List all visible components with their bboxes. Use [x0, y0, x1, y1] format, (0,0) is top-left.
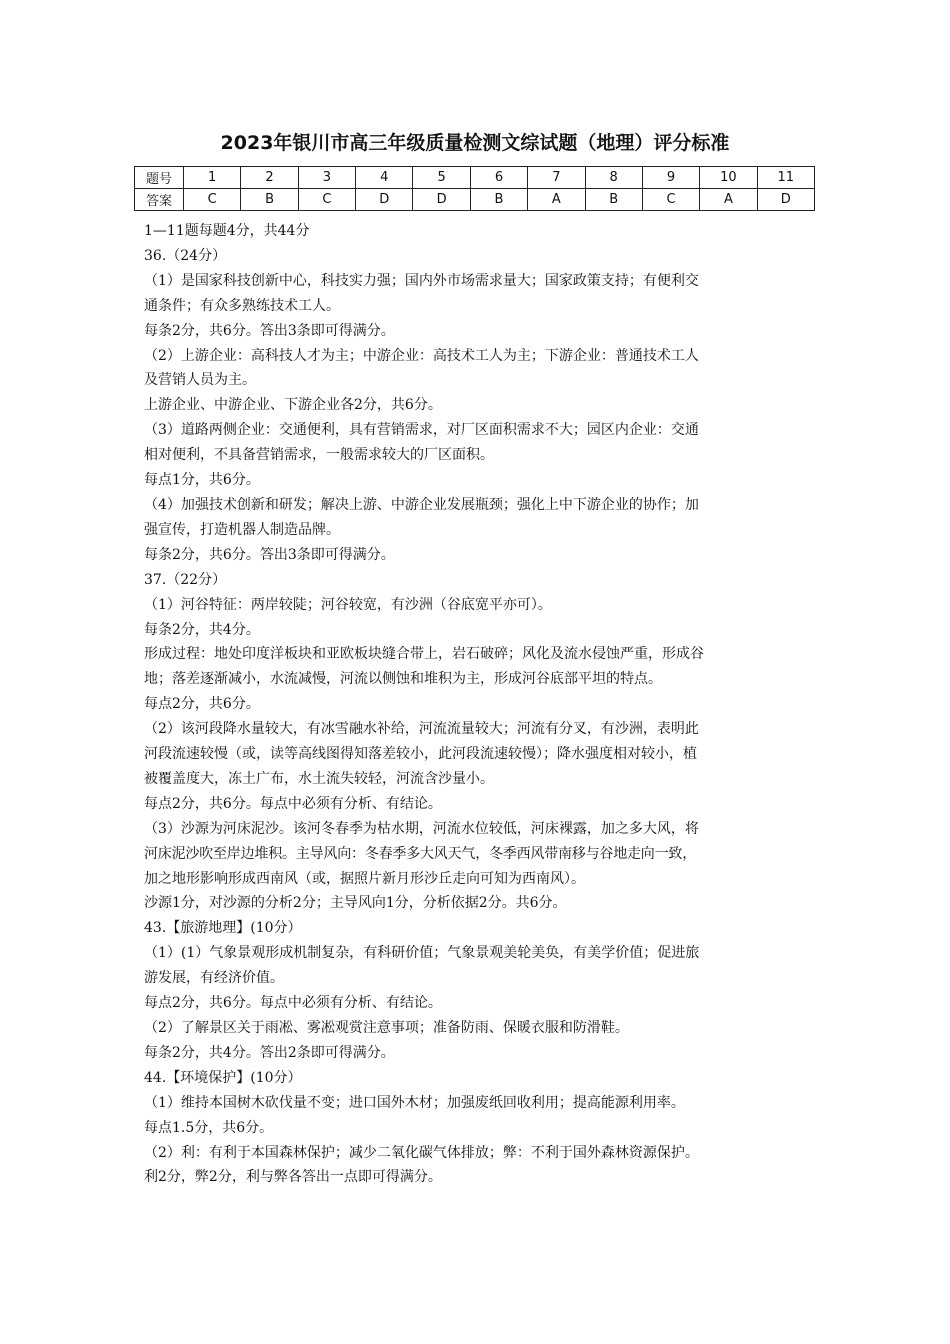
- text-line: 强宣传，打造机器人制造品牌。: [144, 521, 340, 538]
- answer-cell: A: [700, 189, 757, 211]
- text-line: 每点2分，共6分。每点中必须有分析、有结论。: [144, 795, 442, 812]
- text-line: 每点2分，共6分。每点中必须有分析、有结论。: [144, 995, 442, 1012]
- question-number-cell: 3: [298, 167, 355, 189]
- text-line: 上游企业、中游企业、下游企业各2分，共6分。: [144, 397, 442, 414]
- answer-cell: D: [757, 189, 814, 211]
- text-line: 每点1分，共6分。: [144, 472, 260, 489]
- text-line: 通条件；有众多熟练技术工人。: [144, 297, 340, 314]
- answer-cell: D: [413, 189, 470, 211]
- row-label-answer: 答案: [135, 189, 184, 211]
- answer-cell: B: [470, 189, 527, 211]
- answer-cell: C: [184, 189, 241, 211]
- question-number-cell: 11: [757, 167, 814, 189]
- document-title: 2023年银川市高三年级质量检测文综试题（地理）评分标准: [220, 132, 730, 154]
- question-number-cell: 9: [642, 167, 699, 189]
- text-line: 及营销人员为主。: [144, 372, 256, 389]
- text-line: 被覆盖度大，冻土广布，水土流失较轻，河流含沙量小。: [144, 770, 494, 787]
- text-line: 每条2分，共4分。: [144, 621, 260, 638]
- answer-row: [135, 189, 815, 211]
- scoring-text: [144, 219, 810, 1190]
- text-line: （2）上游企业：高科技人才为主；中游企业：高技术工人为主；下游企业：普通技术工人: [144, 347, 699, 364]
- text-line: 河床泥沙吹至岸边堆积。主导风向：冬春季多大风天气，冬季西风带南移与谷地走向一致，: [144, 845, 696, 862]
- question-number-cell: 8: [585, 167, 642, 189]
- text-line: 1—11题每题4分，共44分: [144, 223, 310, 239]
- text-line: 利2分，弊2分，利与弊各答出一点即可得满分。: [144, 1169, 442, 1186]
- text-line: 每条2分，共6分。答出3条即可得满分。: [144, 322, 395, 339]
- text-line: （1）河谷特征：两岸较陡；河谷较宽，有沙洲（谷底宽平亦可）。: [144, 596, 552, 613]
- question-number-cell: 6: [470, 167, 527, 189]
- answer-cell: B: [585, 189, 642, 211]
- text-line: 每点2分，共6分。: [144, 696, 260, 713]
- text-line: （2）该河段降水量较大，有冰雪融水补给，河流流量较大；河流有分叉，有沙洲，表明此: [144, 721, 699, 738]
- question-number-cell: 1: [184, 167, 241, 189]
- question-number-cell: 7: [528, 167, 585, 189]
- question-number-cell: 2: [241, 167, 298, 189]
- answer-cell: B: [241, 189, 298, 211]
- answer-cell: A: [528, 189, 585, 211]
- question-number-cell: 10: [700, 167, 757, 189]
- answer-cell: D: [356, 189, 413, 211]
- text-line: （2）了解景区关于雨凇、雾凇观赏注意事项；准备防雨、保暖衣服和防滑鞋。: [144, 1020, 629, 1036]
- text-line: （1）维持本国树木砍伐量不变；进口国外木材；加强废纸回收利用；提高能源利用率。: [144, 1094, 685, 1111]
- answer-cell: C: [642, 189, 699, 211]
- text-line: 加之地形影响形成西南风（或，据照片新月形沙丘走向可知为西南风）。: [144, 870, 585, 887]
- answer-table: [134, 166, 815, 211]
- text-line: （1）(1）气象景观形成机制复杂，有科研价值；气象景观美轮美奂，有美学价值；促进旅: [144, 945, 700, 962]
- text-line: 每点1.5分，共6分。: [144, 1119, 274, 1136]
- text-line: 河段流速较慢（或，读等高线图得知落差较小，此河段流速较慢）；降水强度相对较小，植: [144, 746, 697, 763]
- text-line: 每条2分，共4分。答出2条即可得满分。: [144, 1044, 395, 1061]
- text-line: （3）道路两侧企业：交通便利，具有营销需求，对厂区面积需求不大；园区内企业：交通: [144, 422, 699, 439]
- section-heading-36: 36.（24分）: [144, 247, 227, 264]
- section-heading-37: 37.（22分）: [144, 571, 227, 588]
- text-line: 地；落差逐渐减小，水流减慢，河流以侧蚀和堆积为主，形成河谷底部平坦的特点。: [144, 671, 662, 688]
- text-line: （3）沙源为河床泥沙。该河冬春季为枯水期，河流水位较低，河床裸露，加之多大风，将: [144, 820, 699, 837]
- question-number-cell: 4: [356, 167, 413, 189]
- text-line: 每条2分，共6分。答出3条即可得满分。: [144, 546, 395, 563]
- text-line: （2）利：有利于本国森林保护；减少二氧化碳气体排放；弊：不利于国外森林资源保护。: [144, 1144, 699, 1161]
- row-label-question-number: 题号: [135, 167, 184, 189]
- text-line: 游发展，有经济价值。: [144, 970, 284, 987]
- question-number-cell: 5: [413, 167, 470, 189]
- answer-cell: C: [298, 189, 355, 211]
- section-heading-43: 43.【旅游地理】(10分）: [144, 920, 302, 937]
- text-line: 形成过程：地处印度洋板块和亚欧板块缝合带上，岩石破碎；风化及流水侵蚀严重，形成谷: [144, 646, 704, 663]
- text-line: 相对便利，不具备营销需求，一般需求较大的厂区面积。: [144, 447, 494, 464]
- text-line: 沙源1分，对沙源的分析2分；主导风向1分，分析依据2分。共6分。: [144, 895, 567, 912]
- section-heading-44: 44.【环境保护】(10分）: [144, 1069, 302, 1086]
- question-number-row: [135, 167, 815, 189]
- text-line: （4）加强技术创新和研发；解决上游、中游企业发展瓶颈；强化上中下游企业的协作；加: [144, 496, 699, 513]
- text-line: （1）是国家科技创新中心，科技实力强；国内外市场需求量大；国家政策支持；有便利交: [144, 272, 699, 289]
